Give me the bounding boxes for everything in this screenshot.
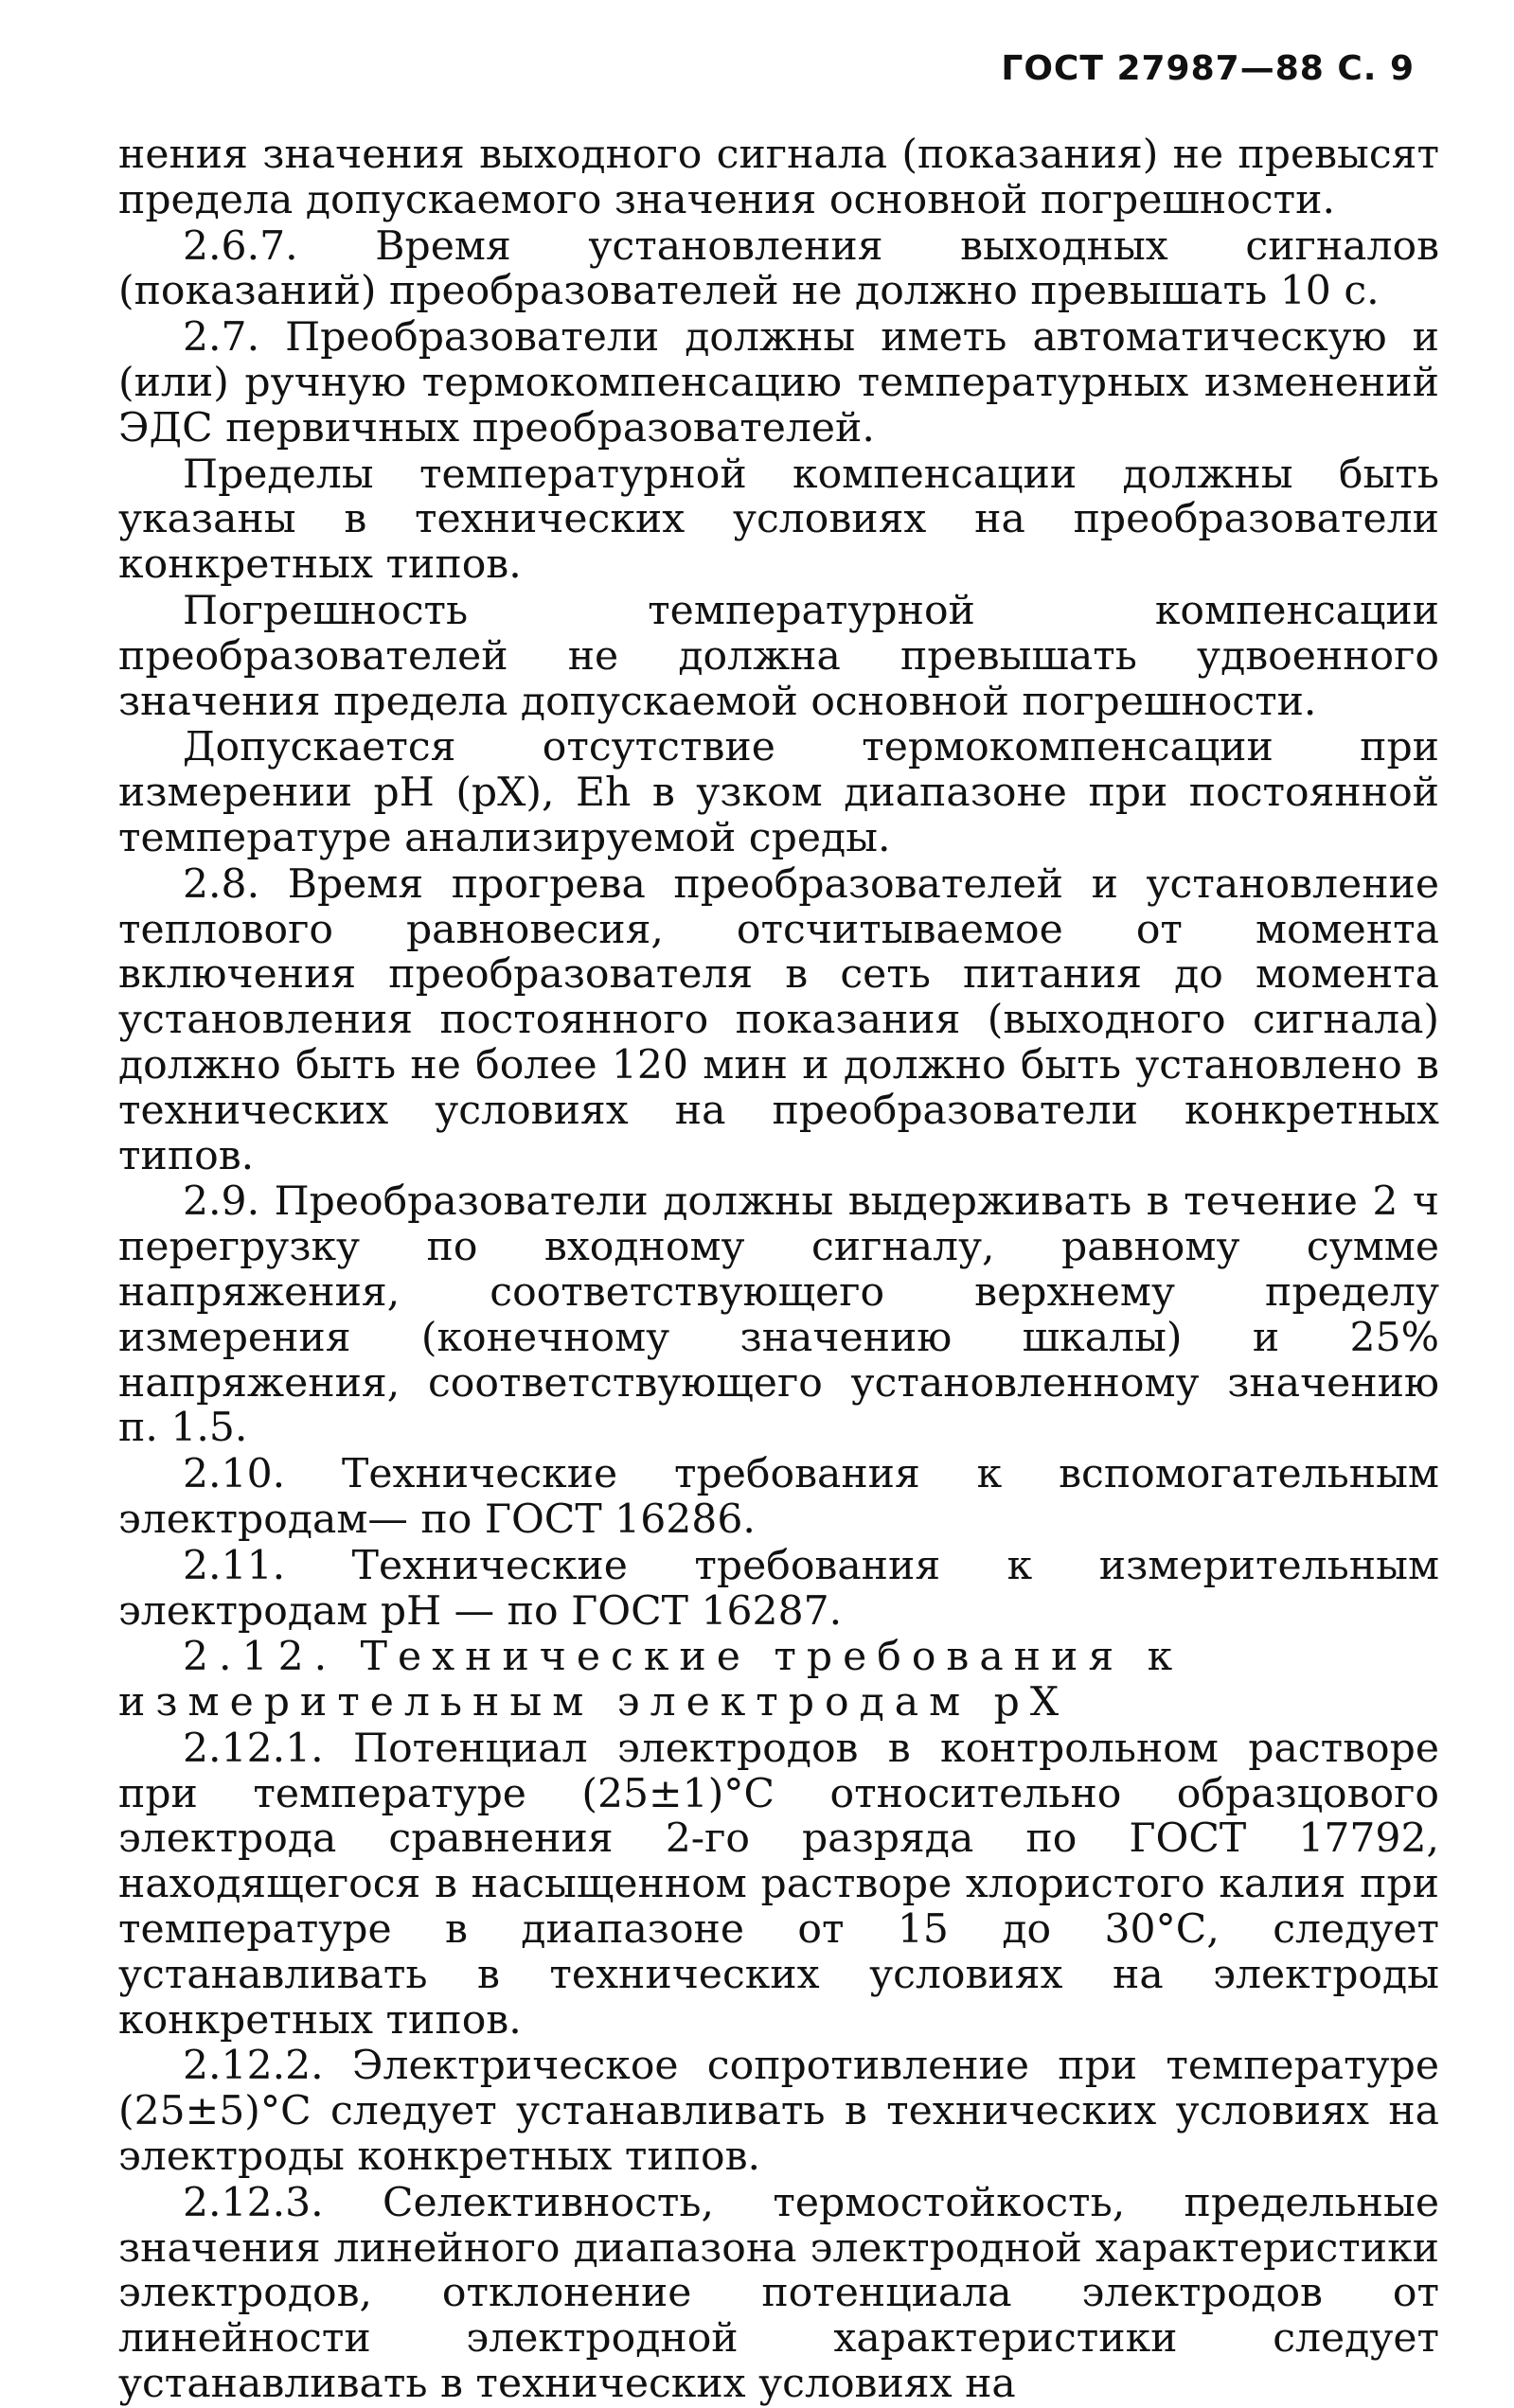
paragraph-compensation-error: Погрешность температурной компенсации преобразователей не должна превышать удвоенного значения предела допускаемой основной погрешности. <box>118 587 1439 725</box>
paragraph-2-7: 2.7. Преобразователи должны иметь автоматическую и (или) ручную термокомпенсацию температурных изменений ЭДС первичных преобразователей. <box>118 314 1439 452</box>
paragraph-compensation-limits: Пределы температурной компенсации должны быть указаны в технических условиях на преобразователи конкретных типов. <box>118 451 1439 589</box>
section-heading-2-12: 2.12. Технические требования к измерительным электродам pX <box>118 1634 1184 1726</box>
paragraph-continuation: нения значения выходного сигнала (показания) не превысят предела допускаемого значения основной погрешности. <box>118 132 1439 223</box>
paragraph-2-10: 2.10. Технические требования к вспомогательным электродам— по ГОСТ 16286. <box>118 1451 1439 1543</box>
paragraph-2-9: 2.9. Преобразователи должны выдерживать в течение 2 ч перегрузку по входному сигналу, равному сумме напряжения, соответствующего верхнему пределу измерения (конечному значению шкалы) и 25% напряжения, соответствующего установленному значению п. 1.5. <box>118 1178 1439 1452</box>
paragraph-2-12-3: 2.12.3. Селективность, термостойкость, предельные значения линейного диапазона электродной характеристики электродов, отклонение потенциала электродов от линейности электродной характеристики следует устанавливать в технических условиях на <box>118 2179 1439 2408</box>
paragraph-2-6-7: 2.6.7. Время установления выходных сигналов (показаний) преобразователей не должно превышать 10 с. <box>118 222 1439 315</box>
paragraph-2-12-2: 2.12.2. Электрическое сопротивление при температуре (25±5)°С следует устанавливать в технических условиях на электроды конкретных типов. <box>118 2043 1439 2181</box>
page-header: ГОСТ 27987—88 С. 9 <box>1001 49 1415 88</box>
paragraph-2-12-1: 2.12.1. Потенциал электродов в контрольном растворе при температуре (25±1)°С относительно образцового электрода сравнения 2-го разряда по ГОСТ 17792, находящегося в насыщенном растворе хлористого калия при температуре в диапазоне от 15 до 30°С, следует устанавливать в технических условиях на электроды конкретных типов. <box>118 1725 1439 2044</box>
paragraph-2-11: 2.11. Технические требования к измерительным электродам pH — по ГОСТ 16287. <box>118 1542 1439 1635</box>
paragraph-2-8: 2.8. Время прогрева преобразователей и установление теплового равновесия, отсчитываемое от момента включения преобразователя в сеть питания до момента установления постоянного показания (выходного сигнала) должно быть не более 120 мин и должно быть установлено в технических условиях на преобразователи конкретных типов. <box>118 860 1439 1179</box>
paragraph-no-compensation: Допускается отсутствие термокомпенсации при измерении pH (pX), Eh в узком диапазоне при постоянной температуре анализируемой среды. <box>118 724 1439 861</box>
body-text <box>118 133 1439 2408</box>
